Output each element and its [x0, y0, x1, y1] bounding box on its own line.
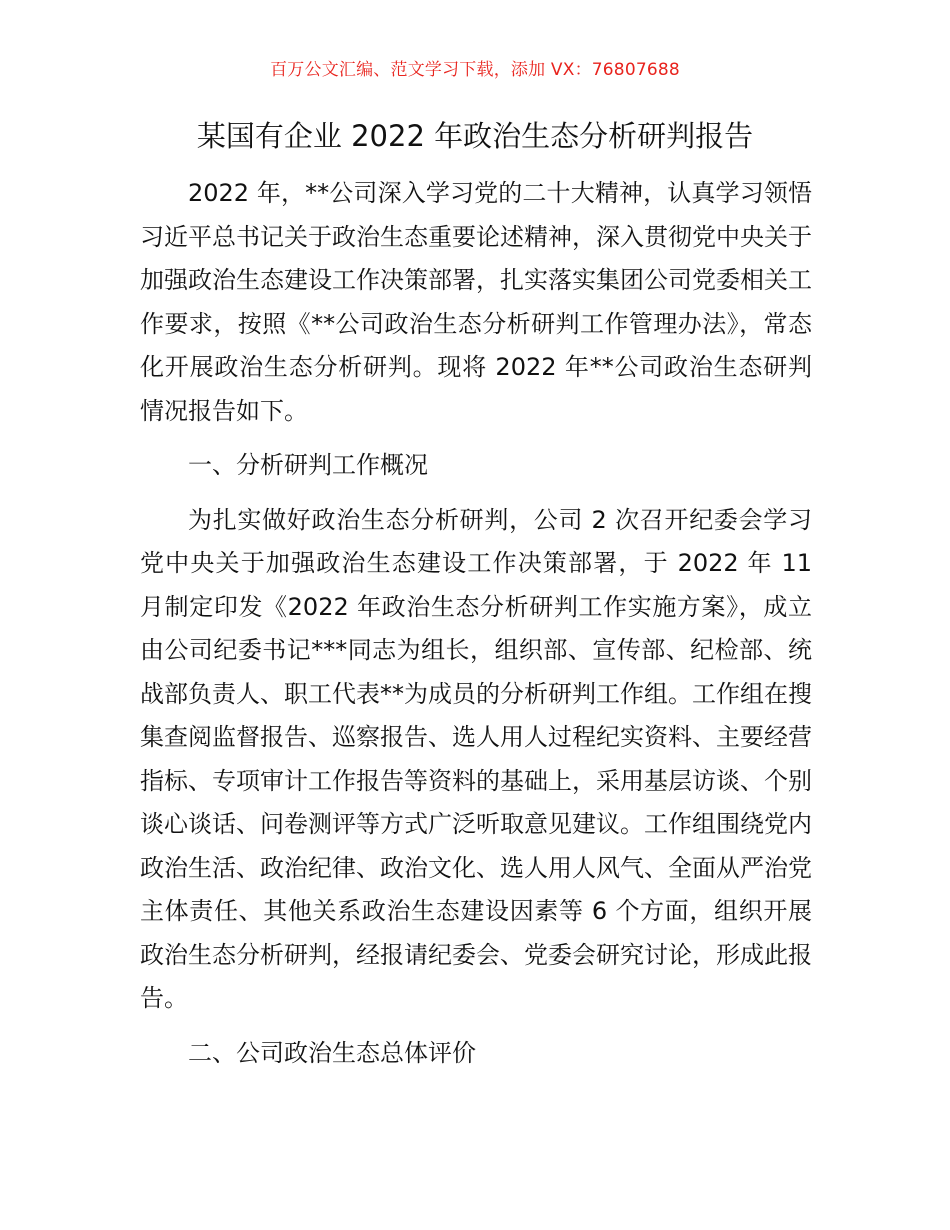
- section-2-heading: 二、公司政治生态总体评价: [188, 1038, 476, 1067]
- paragraph-spacer: [140, 488, 812, 499]
- section-1-paragraph: 为扎实做好政治生态分析研判，公司 2 次召开纪委会学习党中央关于加强政治生态建设工作决策部署，于 2022 年 11 月制定印发《2022 年政治生态分析研判工作实施方案》，成立由公司纪委书记***同志为组长，组织部、宣传部、纪检部、统战部负责人、职工代表**为成员的分析研判工作组。工作组在搜集查阅监督报告、巡察报告、选人用人过程纪实资料、主要经营指标、专项审计工作报告等资料的基础上，采用基层访谈、个别谈心谈话、问卷测评等方式广泛听取意见建议。工作组围绕党内政治生活、政治纪律、政治文化、选人用人风气、全面从严治党主体责任、其他关系政治生态建设因素等 6 个方面，组织开展政治生态分析研判，经报请纪委会、党委会研究讨论，形成此报告。: [140, 505, 812, 1012]
- watermark-header: 百万公文汇编、范文学习下载，添加 VX：76807688: [270, 60, 680, 80]
- document-body: [140, 172, 812, 1075]
- paragraph-spacer: [140, 1021, 812, 1032]
- paragraph-spacer: [140, 433, 812, 444]
- document-title: 某国有企业 2022 年政治生态分析研判报告: [196, 119, 754, 153]
- section-1-heading: 一、分析研判工作概况: [188, 451, 428, 479]
- intro-paragraph: 2022 年，**公司深入学习党的二十大精神，认真学习领悟习近平总书记关于政治生态重要论述精神，深入贯彻党中央关于加强政治生态建设工作决策部署，扎实落实集团公司党委相关工作要求，按照《**公司政治生态分析研判工作管理办法》，常态化开展政治生态分析研判。现将 2022 年**公司政治生态研判情况报告如下。: [140, 179, 812, 425]
